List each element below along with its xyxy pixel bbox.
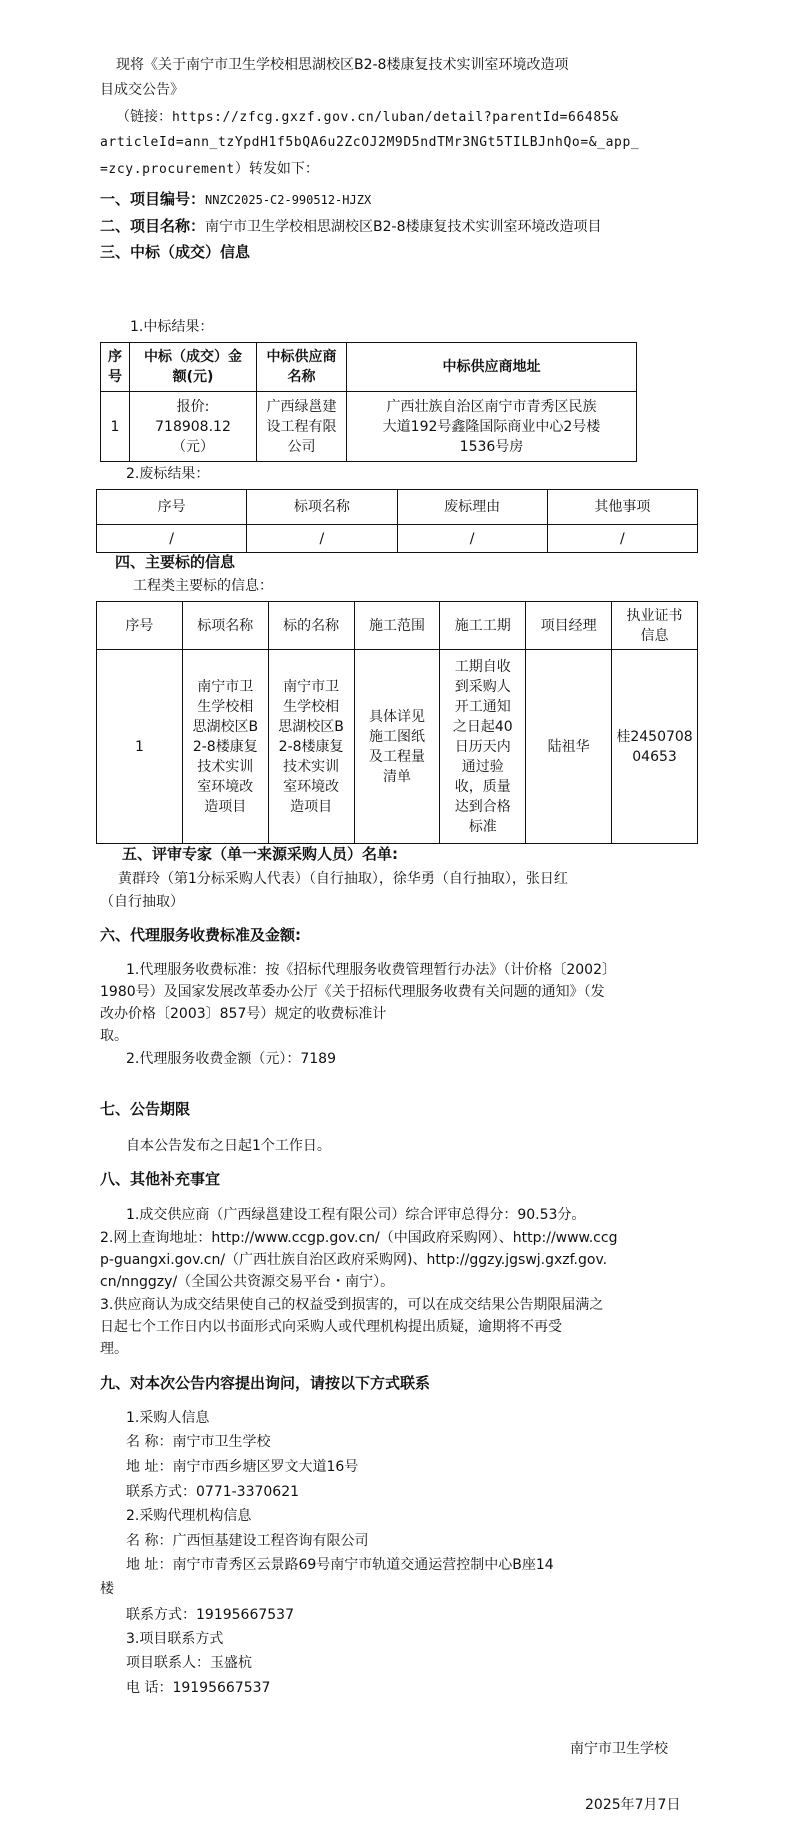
project-name-label: 二、项目名称： xyxy=(100,217,206,235)
fee-standard-line-1: 1.代理服务收费标准：按《招标代理服务收费管理暂行办法》（计价格〔2002〕 xyxy=(126,962,616,978)
header-index: 序号 xyxy=(97,490,247,525)
supplement-2-line-3: cn/nnggzy/（全国公共资源交易平台・南宁）。 xyxy=(100,1274,395,1290)
project-name-value: 南宁市卫生学校相思湖校区B2-8楼康复技术实训室环境改造项目 xyxy=(205,219,602,235)
intro-link-line-1 xyxy=(116,108,619,127)
section-4-title: 四、主要标的信息 xyxy=(115,553,236,571)
buyer-address: 地 址：南宁市西乡塘区罗文大道16号 xyxy=(126,1459,359,1475)
header-supplier-name: 中标供应商 名称 xyxy=(257,343,347,392)
experts-line-1: 黄群玲（第1分标采购人代表）（自行抽取），徐华勇（自行抽取），张日红 xyxy=(118,871,568,887)
project-number-value: NNZC2025-C2-990512-HJZX xyxy=(205,193,372,207)
cell: / xyxy=(547,525,697,553)
intro-link-line-3 xyxy=(100,160,319,179)
cell: / xyxy=(397,525,547,553)
project-contact-phone: 电 话：19195667537 xyxy=(126,1680,271,1696)
fee-standard-line-2: 1980号）及国家发展改革委办公厅《关于招标代理服务收费有关问题的通知》（发 xyxy=(100,984,605,1000)
header-target-name: 标的名称 xyxy=(268,602,354,650)
header-period: 施工工期 xyxy=(440,602,526,650)
supplement-3-line-3: 理。 xyxy=(100,1341,128,1357)
table-row xyxy=(97,650,698,844)
header-scope: 施工范围 xyxy=(354,602,440,650)
section-3-sub-2: 2.废标结果： xyxy=(126,466,210,482)
table-row xyxy=(97,525,698,553)
source-link-part-2[interactable]: articleId=ann_tzYpdH1f5bQA6u2ZcOJ2M9D5ndTMr3NGt5TILBJnhQo=&_app_ xyxy=(100,135,640,150)
cell-target-name: 南宁市卫 生学校相 思湖校区B 2-8楼康复 技术实训 室环境改 造项目 xyxy=(268,650,354,844)
source-link-part-3[interactable]: =zcy.procurement xyxy=(100,162,235,177)
agent-contact: 联系方式：19195667537 xyxy=(126,1607,294,1623)
section-8-title: 八、其他补充事宜 xyxy=(100,1170,221,1188)
header-item-name: 标项名称 xyxy=(247,490,397,525)
issuer-organization: 南宁市卫生学校 xyxy=(570,1741,668,1757)
fee-amount: 2.代理服务收费金额（元）：7189 xyxy=(126,1051,336,1067)
agent-info-title: 2.采购代理机构信息 xyxy=(126,1508,252,1524)
cell-manager: 陆祖华 xyxy=(526,650,612,844)
experts-line-2: （自行抽取） xyxy=(100,894,184,910)
cell-period: 工期自收 到采购人 开工通知 之日起40 日历天内 通过验 收，质量 达到合格 标准 xyxy=(440,650,526,844)
cell-index: 1 xyxy=(101,392,130,462)
agent-address-line-2: 楼 xyxy=(100,1581,114,1597)
issue-date: 2025年7月7日 xyxy=(585,1797,681,1813)
table-header-row xyxy=(101,343,637,392)
section-9-title: 九、对本次公告内容提出询问，请按以下方式联系 xyxy=(100,1374,431,1392)
header-item-name: 标项名称 xyxy=(182,602,268,650)
supplement-1: 1.成交供应商（广西绿邕建设工程有限公司）综合评审总得分：90.53分。 xyxy=(126,1207,586,1223)
section-5-title: 五、评审专家（单一来源采购人员）名单: xyxy=(122,845,399,863)
section-7-title: 七、公告期限 xyxy=(100,1100,191,1118)
project-number xyxy=(100,190,371,209)
table-header-row xyxy=(97,602,698,650)
cell-supplier-name: 广西绿邕建 设工程有限 公司 xyxy=(257,392,347,462)
intro-line-1: 现将《关于南宁市卫生学校相思湖校区B2-8楼康复技术实训室环境改造项 xyxy=(116,57,569,73)
main-subject-table xyxy=(96,601,698,844)
cell-index: 1 xyxy=(97,650,183,844)
header-other: 其他事项 xyxy=(547,490,697,525)
buyer-name: 名 称：南宁市卫生学校 xyxy=(126,1434,271,1450)
section-3-title: 三、中标（成交）信息 xyxy=(100,243,251,261)
agent-name: 名 称：广西恒基建设工程咨询有限公司 xyxy=(126,1533,369,1549)
project-number-label: 一、项目编号： xyxy=(100,190,206,208)
table-header-row xyxy=(97,490,698,525)
supplement-2-line-2: p-guangxi.gov.cn/（广西壮族自治区政府采购网)、http://ggzy.jgswj.gxzf.gov. xyxy=(100,1252,608,1268)
header-amount: 中标（成交）金 额(元) xyxy=(130,343,257,392)
fee-standard-line-4: 取。 xyxy=(100,1028,128,1044)
link-prefix: （链接： xyxy=(116,109,172,125)
buyer-info-title: 1.采购人信息 xyxy=(126,1410,210,1426)
cell: / xyxy=(247,525,397,553)
fee-standard-line-3: 改办价格〔2003〕857号）规定的收费标准计 xyxy=(100,1006,387,1022)
cell-certificate: 桂2450708 04653 xyxy=(612,650,698,844)
source-link-part-1[interactable]: https://zfcg.gxzf.gov.cn/luban/detail?parentId=66485& xyxy=(172,110,619,125)
winning-bid-table xyxy=(100,342,637,462)
cell-supplier-address: 广西壮族自治区南宁市青秀区民族 大道192号鑫隆国际商业中心2号楼 1536号房 xyxy=(347,392,637,462)
section-4-sub: 工程类主要标的信息： xyxy=(133,578,273,594)
buyer-contact: 联系方式：0771-3370621 xyxy=(126,1484,300,1500)
cell-scope: 具体详见 施工图纸 及工程量 清单 xyxy=(354,650,440,844)
intro-line-2: 目成交公告》 xyxy=(100,82,184,98)
header-index: 序 号 xyxy=(101,343,130,392)
agent-address-line-1: 地 址：南宁市青秀区云景路69号南宁市轨道交通运营控制中心B座14 xyxy=(126,1557,554,1573)
cell-amount: 报价: 718908.12 （元） xyxy=(130,392,257,462)
header-manager: 项目经理 xyxy=(526,602,612,650)
project-contact-person: 项目联系人：玉盛杭 xyxy=(126,1655,252,1671)
supplement-2-line-1: 2.网上查询地址：http://www.ccgp.gov.cn/（中国政府采购网）、http://www.ccg xyxy=(100,1230,618,1246)
table-row xyxy=(101,392,637,462)
project-contact-title: 3.项目联系方式 xyxy=(126,1631,224,1647)
project-name xyxy=(100,217,602,236)
cell: / xyxy=(97,525,247,553)
section-3-sub-1: 1.中标结果： xyxy=(130,319,214,335)
supplement-3-line-2: 日起七个工作日内以书面形式向采购人或代理机构提出质疑，逾期将不再受 xyxy=(100,1319,562,1335)
failed-bid-table xyxy=(96,489,698,553)
section-6-title: 六、代理服务收费标准及金额: xyxy=(100,926,301,944)
link-suffix: ）转发如下： xyxy=(234,161,319,177)
announcement-period: 自本公告发布之日起1个工作日。 xyxy=(126,1138,331,1154)
header-supplier-address: 中标供应商地址 xyxy=(347,343,637,392)
header-reason: 废标理由 xyxy=(397,490,547,525)
header-index: 序号 xyxy=(97,602,183,650)
cell-item-name: 南宁市卫 生学校相 思湖校区B 2-8楼康复 技术实训 室环境改 造项目 xyxy=(182,650,268,844)
header-certificate: 执业证书 信息 xyxy=(612,602,698,650)
supplement-3-line-1: 3.供应商认为成交结果使自己的权益受到损害的，可以在成交结果公告期限届满之 xyxy=(100,1297,604,1313)
